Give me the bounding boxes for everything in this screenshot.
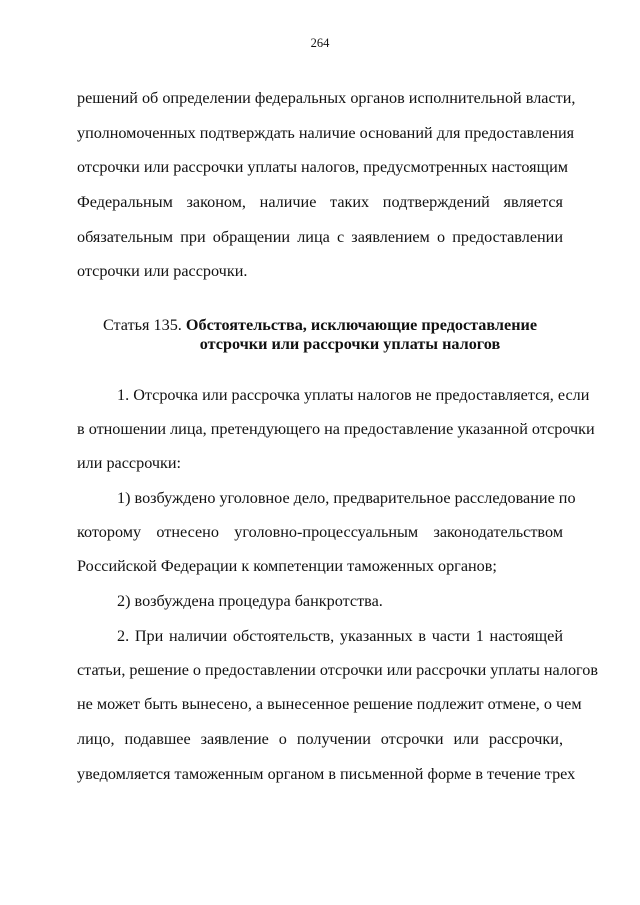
article-title-part-1: Обстоятельства, исключающие предоставление (185, 316, 538, 334)
text-line: в отношении лица, претендующего на предоставление указанной отсрочки (77, 420, 595, 438)
article-number: Статья 135. (102, 316, 182, 334)
text-line: 1) возбуждено уголовное дело, предварительное расследование по (117, 489, 576, 507)
text-line: которому отнесено уголовно-процессуальным законодательством (77, 523, 563, 541)
text-line: лицо, подавшее заявление о получении отсрочки или рассрочки, (77, 730, 563, 748)
text-line: решений об определении федеральных органов исполнительной власти, (77, 89, 576, 107)
text-line: Федеральным законом, наличие таких подтверждений является (77, 193, 563, 211)
text-line: Российской Федерации к компетенции таможенных органов; (77, 557, 497, 575)
text-line: уполномоченных подтверждать наличие оснований для предоставления (77, 124, 575, 142)
article-title-part-2: отсрочки или рассрочки уплаты налогов (199, 335, 501, 353)
text-line: не может быть вынесено, а вынесенное решение подлежит отмене, о чем (77, 695, 582, 713)
text-line: 2. При наличии обстоятельств, указанных в части 1 настоящей (117, 627, 563, 645)
text-line: статьи, решение о предоставлении отсрочки или рассрочки уплаты налогов (77, 661, 599, 679)
article-heading-line-2 (0, 335, 640, 354)
text-line: 2) возбуждена процедура банкротства. (117, 592, 383, 610)
text-line: или рассрочки: (77, 454, 182, 472)
article-heading-line-1 (0, 316, 640, 335)
text-line: уведомляется таможенным органом в письменной форме в течение трех (77, 765, 576, 783)
text-line: обязательным при обращении лица с заявлением о предоставлении (77, 228, 563, 246)
text-line: 1. Отсрочка или рассрочка уплаты налогов не предоставляется, если (117, 386, 590, 404)
text-line: отсрочки или рассрочки уплаты налогов, предусмотренных настоящим (77, 158, 568, 176)
page-number: 264 (310, 36, 330, 50)
text-line: отсрочки или рассрочки. (77, 262, 248, 280)
